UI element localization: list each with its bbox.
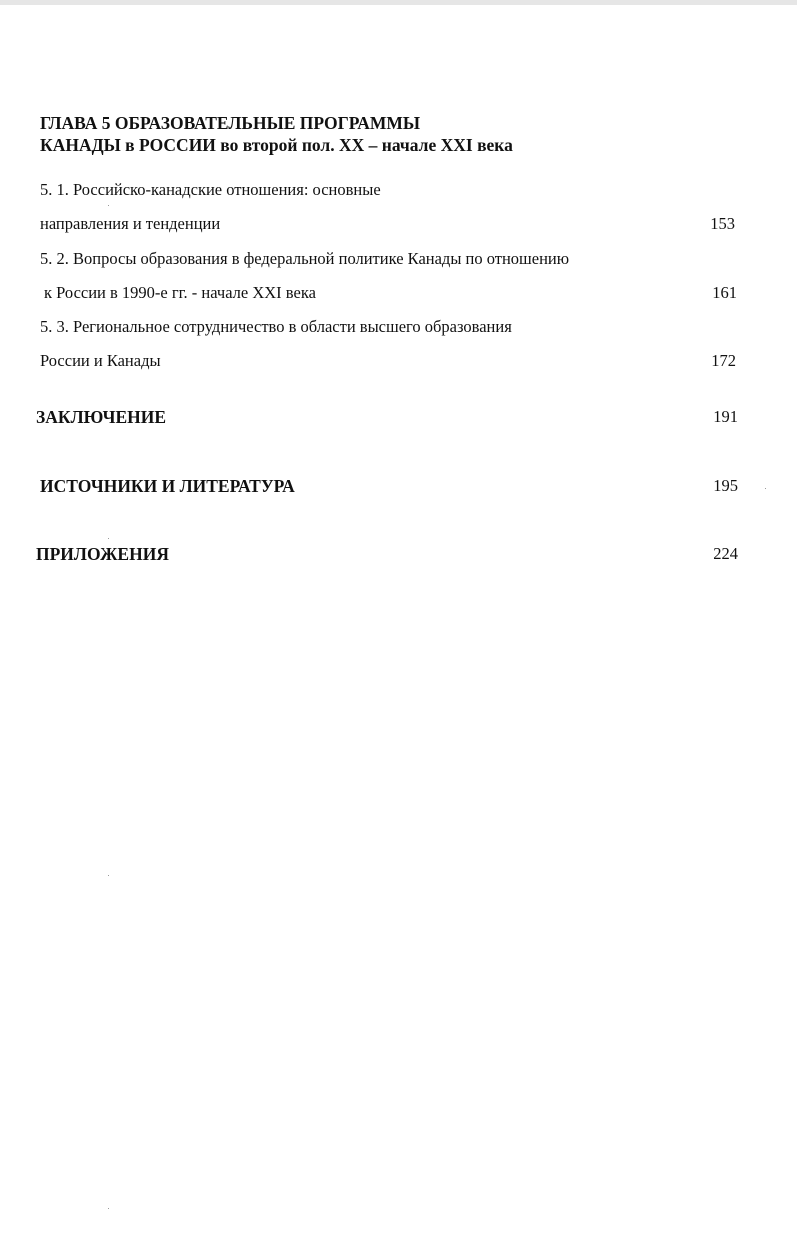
toc-entry-page-number: 172 (711, 351, 736, 370)
toc-entry-page-number: 161 (712, 283, 737, 302)
scan-speck (108, 1208, 109, 1209)
scan-speck (765, 488, 766, 489)
toc-section-page-number: 195 (713, 476, 738, 495)
scan-speck (108, 205, 109, 206)
toc-entry-line-2: направления и тенденции (40, 214, 221, 233)
toc-section-label: ЗАКЛЮЧЕНИЕ (36, 407, 167, 427)
scan-speck (108, 875, 109, 876)
toc-entry-page-number: 153 (710, 214, 735, 233)
toc-section-label: ИСТОЧНИКИ И ЛИТЕРАТУРА (40, 476, 295, 496)
chapter-title-line-2: КАНАДЫ в РОССИИ во второй пол. XX – начале XXI века (40, 135, 513, 155)
toc-section-page-number: 191 (713, 407, 738, 426)
toc-entry-line-1: 5. 2. Вопросы образования в федеральной политике Канады по отношению (40, 249, 570, 268)
chapter-title-line-1: ГЛАВА 5 ОБРАЗОВАТЕЛЬНЫЕ ПРОГРАММЫ (40, 113, 421, 133)
toc-entry-line-1: 5. 1. Российско-канадские отношения: основные (40, 180, 381, 199)
toc-entry-line-1: 5. 3. Региональное сотрудничество в области высшего образования (40, 317, 512, 336)
toc-section-page-number: 224 (713, 544, 738, 563)
toc-section-label: ПРИЛОЖЕНИЯ (36, 544, 169, 564)
scan-speck (108, 538, 109, 539)
toc-entry-line-2: России и Канады (40, 351, 161, 370)
toc-entry-line-2: к России в 1990-е гг. - начале XXI века (44, 283, 316, 302)
scan-top-edge (0, 0, 797, 5)
